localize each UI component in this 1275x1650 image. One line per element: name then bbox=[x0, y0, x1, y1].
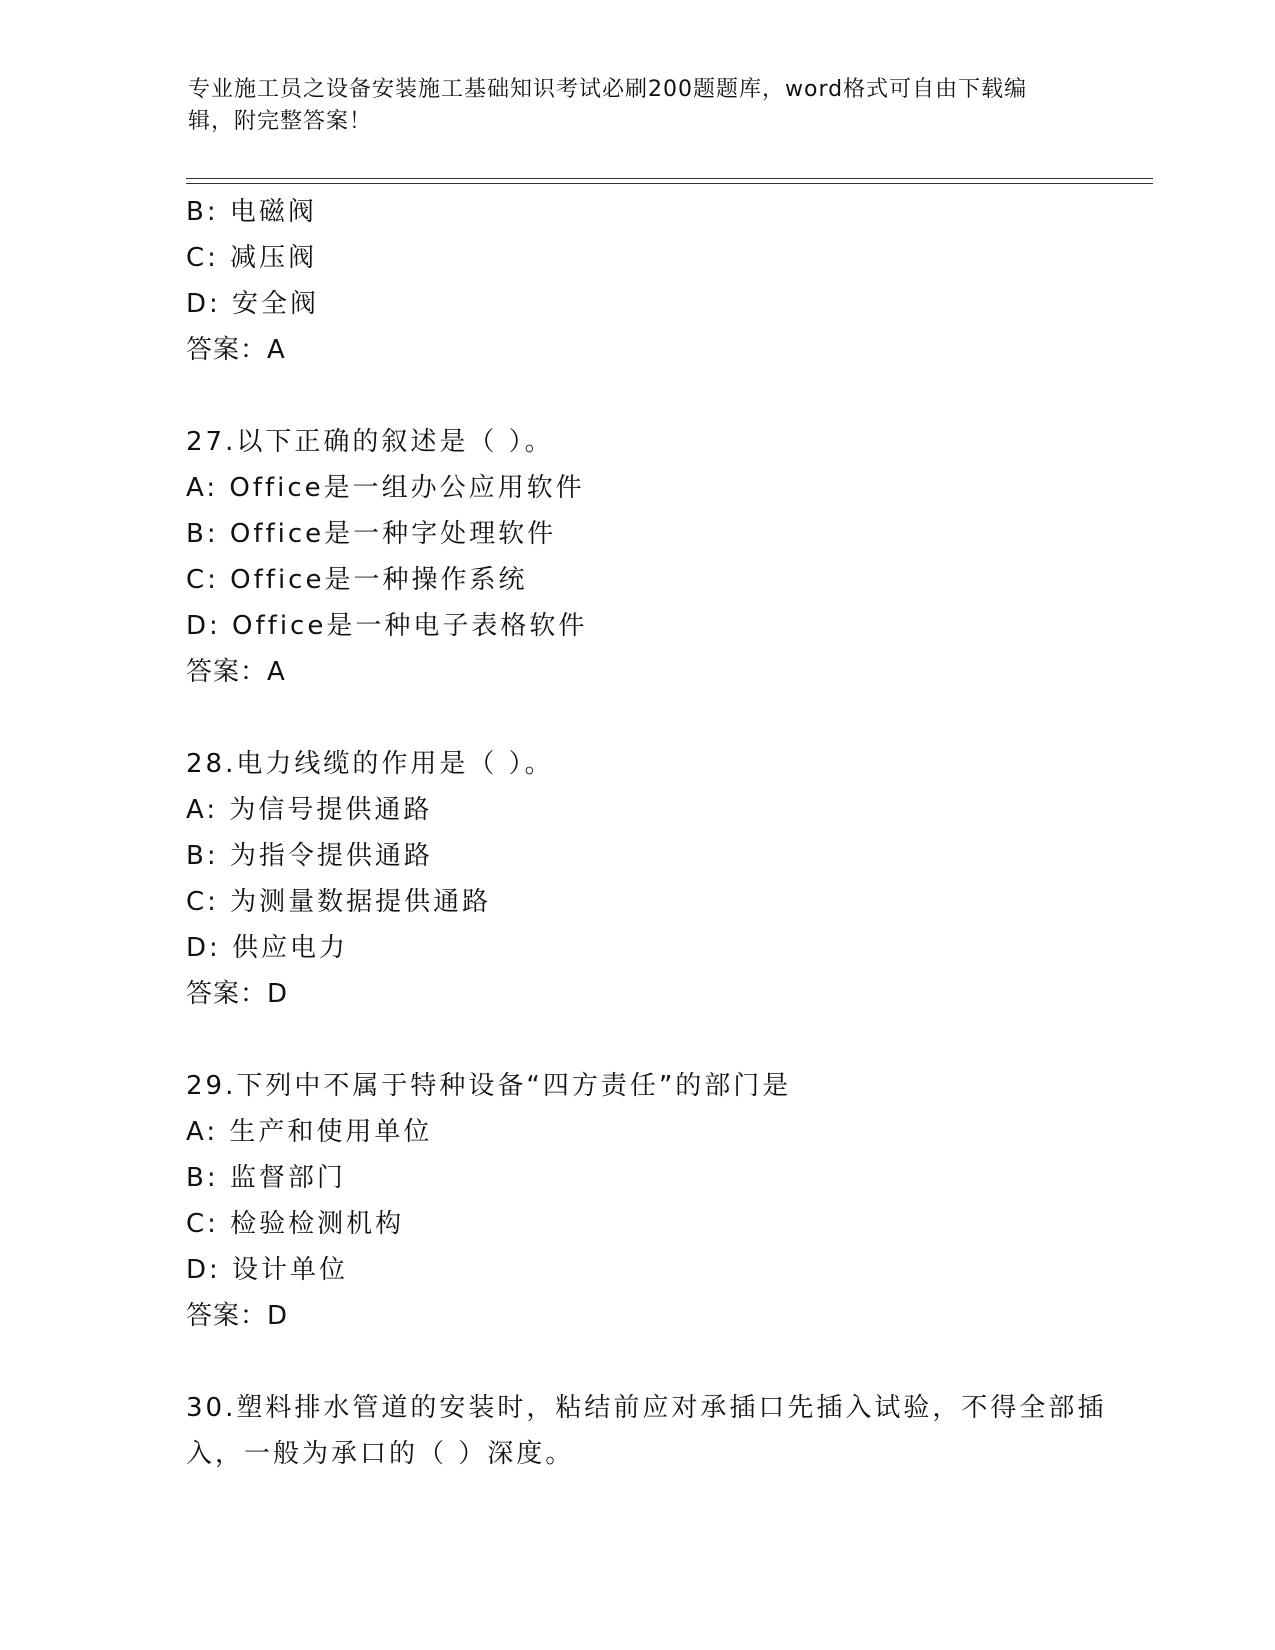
question-28 bbox=[186, 741, 1146, 1017]
option-d: D: Office是一种电子表格软件 bbox=[186, 611, 588, 641]
answer: 答案：D bbox=[186, 1301, 289, 1331]
option-d: D: 供应电力 bbox=[186, 933, 349, 963]
option-c: C: 检验检测机构 bbox=[186, 1209, 405, 1239]
option-a: A: Office是一组办公应用软件 bbox=[186, 473, 585, 503]
option-d: D: 安全阀 bbox=[186, 289, 320, 319]
option-c: C: Office是一种操作系统 bbox=[186, 565, 528, 595]
question-text: 29.下列中不属于特种设备“四方责任”的部门是 bbox=[186, 1071, 792, 1101]
document-header: 专业施工员之设备安装施工基础知识考试必刷200题题库，word格式可自由下载编辑，附完整答案！ bbox=[188, 77, 1028, 134]
option-c: C: 为测量数据提供通路 bbox=[186, 887, 492, 917]
question-27 bbox=[186, 419, 1146, 695]
document-body bbox=[186, 189, 1146, 1477]
question-text: 27.以下正确的叙述是（ ）。 bbox=[186, 427, 554, 457]
header-rule-bottom bbox=[186, 183, 1153, 184]
option-a: A: 生产和使用单位 bbox=[186, 1117, 433, 1147]
option-d: D: 设计单位 bbox=[186, 1255, 349, 1285]
option-b: B: Office是一种字处理软件 bbox=[186, 519, 557, 549]
question-text: 28.电力线缆的作用是（ ）。 bbox=[186, 749, 554, 779]
option-a: A: 为信号提供通路 bbox=[186, 795, 433, 825]
question-30 bbox=[186, 1385, 1146, 1477]
option-b: B: 电磁阀 bbox=[186, 197, 317, 227]
answer: 答案：A bbox=[186, 657, 286, 687]
option-b: B: 为指令提供通路 bbox=[186, 841, 433, 871]
answer: 答案：A bbox=[186, 335, 286, 365]
option-b: B: 监督部门 bbox=[186, 1163, 346, 1193]
header-rule-top bbox=[186, 178, 1153, 179]
question-29 bbox=[186, 1063, 1146, 1339]
option-c: C: 减压阀 bbox=[186, 243, 318, 273]
question-26-tail bbox=[186, 189, 1146, 373]
answer: 答案：D bbox=[186, 979, 289, 1009]
question-text: 30.塑料排水管道的安装时，粘结前应对承插口先插入试验，不得全部插入，一般为承口的（ ）深度。 bbox=[186, 1393, 1107, 1469]
